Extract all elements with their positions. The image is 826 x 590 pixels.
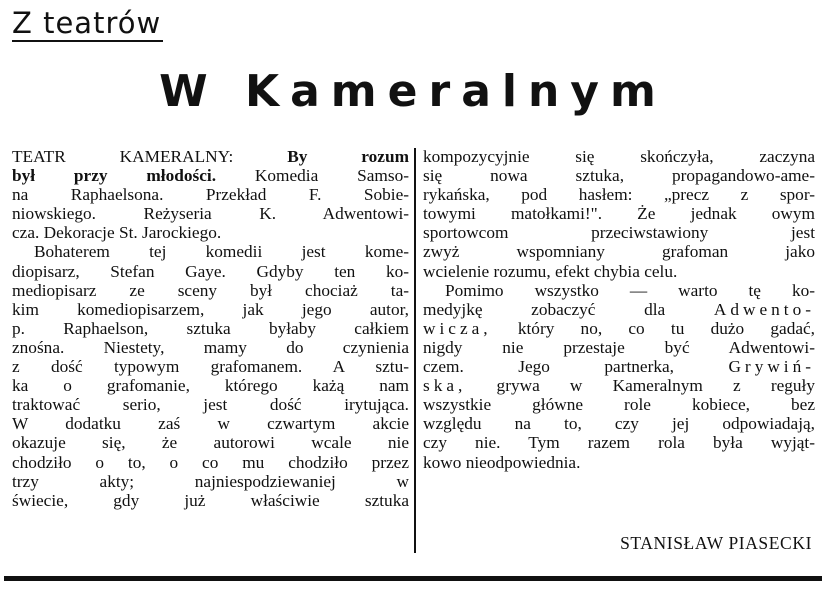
text-line: trzy akty; najniespodziewaniej w (12, 471, 409, 491)
text-line: względu na to, czy jej odpowiadają, (423, 414, 815, 434)
text-line: wszystkie główne role kobiece, bez (423, 395, 815, 415)
text-line: rykańska, pod hasłem: „precz z spor- (423, 185, 815, 205)
text-line: się nowa sztuka, propagandowo-ame- (423, 166, 815, 186)
text-line: nigdy nie przestaje być Adwentowi- (423, 337, 815, 357)
text-line: Bohaterem tej komedii jest kome- (34, 242, 409, 262)
text-line: był przy młodości. Komedia Samso- (12, 166, 409, 186)
text-fragment: czem. Jego partnerka, (423, 357, 674, 377)
text-line: znośna. Niestety, mamy do czynienia (12, 337, 409, 357)
section-label: Z teatrów (12, 6, 162, 40)
text-line: czy nie. Tym razem rola była wyjąt- (423, 433, 815, 453)
text-line (423, 357, 815, 376)
text-line (423, 319, 815, 338)
text-line: ka o grafomanie, którego każą nam (12, 376, 409, 396)
text-line: okazuje się, że autorowi wcale nie (12, 433, 409, 453)
text-line: traktować serio, jest dość irytująca. (12, 395, 409, 415)
spaced-name: wicza, (423, 318, 492, 338)
spaced-name: Adwento- (713, 299, 815, 319)
bottom-rule (4, 576, 822, 581)
text-line: z dość typowym grafomanem. A sztu- (12, 357, 409, 377)
text-line: sportowcom przeciwstawiony jest (423, 223, 815, 243)
text-fragment: medyjkę zobaczyć dla (423, 299, 666, 319)
text-line: Pomimo wszystko — warto tę ko- (445, 280, 815, 300)
article-headline: W Kameralnym (159, 66, 667, 117)
text-line: kim komediopisarzem, jak jego autor, (12, 299, 409, 319)
text-line: kowo nieodpowiednia. (423, 452, 581, 472)
text-line: zwyż wspomniany grafoman jako (423, 242, 815, 262)
article-column-right (423, 147, 815, 472)
text-line: kompozycyjnie się skończyła, zaczyna (423, 147, 815, 166)
text-line: diopisarz, Stefan Gaye. Gdyby ten ko- (12, 261, 409, 281)
text-line: cza. Dekoracje St. Jarockiego. (12, 223, 222, 243)
text-line: W dodatku zaś w czwartym akcie (12, 414, 409, 434)
text-line: na Raphaelsona. Przekład F. Sobie- (12, 185, 409, 205)
text-line: p. Raphaelson, sztuka byłaby całkiem (12, 318, 409, 338)
author-signature: STANISŁAW PIASECKI (620, 533, 812, 553)
spaced-name: ska, (423, 376, 467, 396)
column-divider (414, 148, 416, 553)
spaced-name: Grywiń- (728, 357, 815, 377)
text-line (423, 376, 815, 395)
text-line: chodziło o to, o co mu chodziło przez (12, 452, 409, 472)
text-fragment: który no, co tu dużo gadać, (517, 318, 815, 338)
text-line: towymi matołkami!". Że jednak owym (423, 204, 815, 224)
text-line: mediopisarz ze sceny był chociaż ta- (12, 280, 409, 300)
text-line (423, 300, 815, 319)
article-column-left (12, 147, 409, 510)
text-fragment: grywa w Kameralnym z reguły (496, 376, 815, 396)
text-line: świecie, gdy już właściwie sztuka (12, 490, 409, 510)
text-line: niowskiego. Reżyseria K. Adwentowi- (12, 204, 409, 224)
text-line: TEATR KAMERALNY: By rozum (12, 147, 409, 166)
text-line: wcielenie rozumu, efekt chybia celu. (423, 261, 678, 281)
